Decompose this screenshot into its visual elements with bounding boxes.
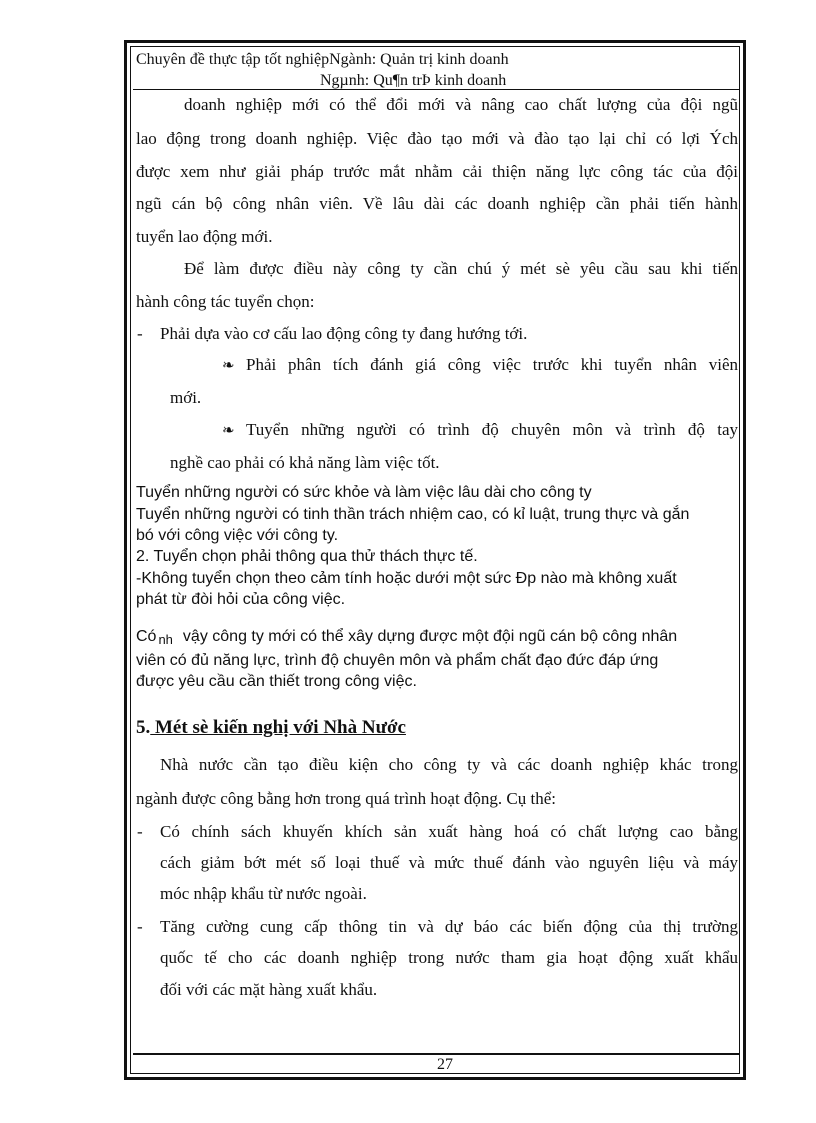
section-number: 5. — [136, 717, 151, 738]
header-line-1: Chuyên đề thực tập tốt nghiệpNgành: Quản trị kinh doanh — [136, 51, 509, 68]
section-bullet-1-line-2: cách giảm bớt mét số loại thuế và mức thuế đánh vào nguyên liệu và máy — [160, 853, 738, 872]
section-bullet-dash-1: - — [137, 822, 143, 841]
conclusion-line-3: được yêu cầu cần thiết trong công việc. — [136, 673, 417, 690]
recruit-line-3: 2. Tuyển chọn phải thông qua thử thách thực tế. — [136, 548, 478, 565]
section-bullet-dash-2: - — [137, 917, 143, 936]
section-bullet-1-line-3: móc nhập khẩu từ nước ngoài. — [160, 884, 367, 903]
section-title: Mét sè kiến nghị với Nhà Nước — [150, 717, 406, 738]
sub-bullet-2-text-2: nghề cao phải có khả năng làm việc tốt. — [170, 453, 440, 472]
paragraph-1-line-5: tuyển lao động mới. — [136, 227, 273, 246]
section-paragraph-line-2: ngành được công bằng hơn trong quá trình hoạt động. Cụ thể: — [136, 789, 557, 808]
recruit-line-4a: -Không tuyển chọn theo cảm tính hoặc dưới một sức Ðp nào mà không xuất — [136, 570, 677, 587]
sub-bullet-2-line-1 — [222, 420, 239, 440]
recruit-line-4b: phát từ đòi hỏi của công việc. — [136, 591, 346, 608]
paragraph-1-line-4: ngũ cán bộ công nhân viên. Về lâu dài các doanh nghiệp cần phải tiến hành — [136, 194, 738, 213]
header-divider — [133, 89, 740, 90]
section-heading — [136, 717, 406, 739]
conclusion-line-2: viên có đủ năng lực, trình độ chuyên môn và phẩm chất đạo đức đáp ứng — [136, 652, 659, 669]
paragraph-2-line-2: hành công tác tuyển chọn: — [136, 292, 315, 311]
recruit-line-1: Tuyển những người có sức khỏe và làm việc lâu dài cho công ty — [136, 484, 592, 501]
recruit-line-2a: Tuyển những người có tinh thần trách nhiệm cao, có kỉ luật, trung thực và gắn — [136, 506, 690, 523]
section-paragraph-line-1: Nhà nước cần tạo điều kiện cho công ty và các doanh nghiệp khác trong — [160, 755, 738, 774]
list-dash: - — [137, 324, 143, 343]
section-bullet-1-line-1: Có chính sách khuyến khích sản xuất hàng hoá có chất lượng cao bằng — [160, 822, 738, 841]
sub-bullet-1-text-1: Phải phân tích đánh giá công việc trước khi tuyển nhân viên — [246, 355, 738, 374]
conclusion-rest: vậy công ty mới có thể xây dựng được một đội ngũ cán bộ công nhân — [182, 628, 678, 645]
fleuron-bullet-icon: ❧ — [222, 423, 235, 439]
section-bullet-2-line-1: Tăng cường cung cấp thông tin và dự báo các biến động của thị trường — [160, 917, 738, 936]
page-number: 27 — [437, 1056, 453, 1073]
sub-bullet-1-text-2: mới. — [170, 388, 202, 407]
conclusion-subscript: nh — [158, 632, 173, 647]
fleuron-bullet-icon: ❧ — [222, 358, 235, 374]
header-line-2: Ngµnh: Qu¶n trÞ kinh doanh — [320, 72, 507, 89]
conclusion-word-co: Có — [136, 628, 157, 645]
paragraph-1-line-1: doanh nghiệp mới có thể đổi mới và nâng cao chất lượng của đội ngũ — [184, 95, 738, 114]
section-bullet-2-line-2: quốc tế cho các doanh nghiệp trong nước tham gia hoạt động xuất khẩu — [160, 948, 738, 967]
paragraph-1-line-2: lao động trong doanh nghiệp. Việc đào tạo mới và đào tạo lại chỉ có lợi Ých — [136, 129, 738, 148]
paragraph-1-line-3: được xem như giải pháp trước mắt nhằm cải thiện năng lực công tác của đội — [136, 162, 738, 181]
footer-divider — [133, 1053, 740, 1055]
section-bullet-2-line-3: đối với các mặt hàng xuất khẩu. — [160, 980, 378, 999]
recruit-line-2b: bó với công việc với công ty. — [136, 527, 339, 544]
sub-bullet-2-text-1: Tuyển những người có trình độ chuyên môn và trình độ tay — [246, 420, 738, 439]
conclusion-line-1 — [136, 628, 677, 647]
list-item-1: Phải dựa vào cơ cấu lao động công ty đang hướng tới. — [160, 324, 528, 343]
paragraph-2-line-1: Để làm được điều này công ty cần chú ý mét sè yêu cầu sau khi tiến — [184, 259, 738, 278]
